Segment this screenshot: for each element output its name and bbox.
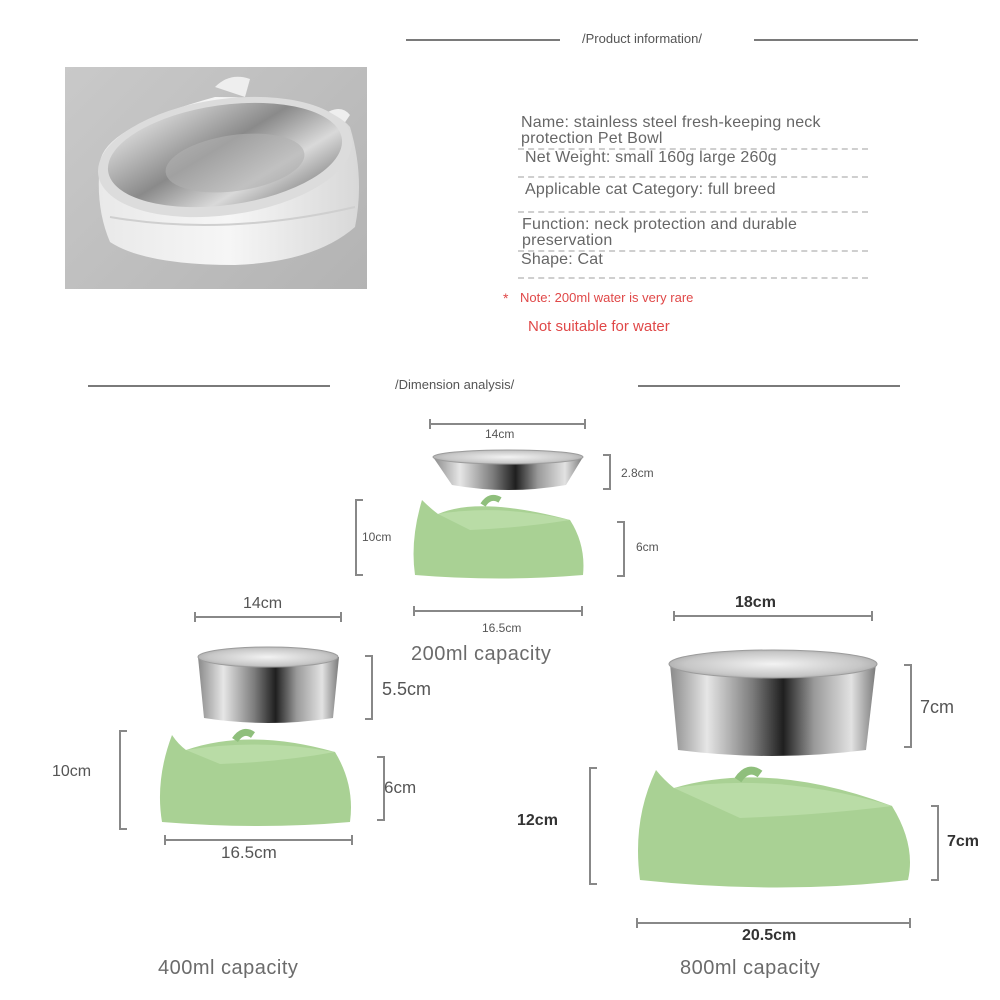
divider-left [88,385,330,387]
medium-capacity-label: 400ml capacity [158,957,299,979]
small-total-height-label: 10cm [362,530,392,544]
note-star: * [503,290,509,306]
small-bowl-depth-label: 2.8cm [621,466,654,480]
large-steel-bowl [669,650,877,756]
product-category: Applicable cat Category: full breed [525,181,776,198]
product-name-line1: Name: stainless steel fresh-keeping neck [521,114,821,131]
medium-base-width-label: 16.5cm [221,843,277,862]
large-bowl-depth-label: 7cm [920,697,955,717]
info-divider [518,277,868,279]
medium-bowl-width-label: 14cm [243,595,283,612]
small-base-height-label: 6cm [636,540,659,554]
product-name-line2: protection Pet Bowl [521,130,663,147]
large-base-width-label: 20.5cm [742,927,797,944]
large-total-height-label: 12cm [517,812,558,829]
product-warning: Not suitable for water [528,318,670,335]
product-function-line2: preservation [522,232,613,249]
info-divider [518,176,868,178]
large-bowl-group [590,611,938,928]
large-base-height-label: 7cm [947,833,980,850]
small-bowl-group [356,419,624,616]
product-note: Note: 200ml water is very rare [520,290,694,305]
product-shape: Shape: Cat [521,251,604,268]
product-function-line1: Function: neck protection and durable [522,216,798,233]
medium-total-height-label: 10cm [52,763,92,780]
info-divider [518,211,868,213]
product-net-weight: Net Weight: small 160g large 260g [525,149,777,166]
small-green-base [414,498,584,579]
medium-base-height-label: 6cm [384,778,417,797]
divider-left [406,39,560,41]
large-bowl-width-label: 18cm [735,594,776,611]
divider-right [638,385,900,387]
small-bowl-width-label: 14cm [485,427,515,441]
divider-right [754,39,918,41]
large-green-base [638,770,910,888]
photo-bowl-illustration [65,67,367,289]
section-title-dimension: /Dimension analysis/ [395,377,515,392]
section-title-product-info: /Product information/ [582,31,702,46]
small-base-width-label: 16.5cm [482,621,522,635]
medium-green-base [160,732,351,826]
medium-steel-bowl [198,647,339,723]
small-steel-bowl [433,450,583,490]
product-photo [65,67,367,289]
large-capacity-label: 800ml capacity [680,957,821,979]
small-capacity-label: 200ml capacity [411,643,552,665]
medium-bowl-depth-label: 5.5cm [382,679,432,699]
medium-bowl-group [120,612,384,845]
